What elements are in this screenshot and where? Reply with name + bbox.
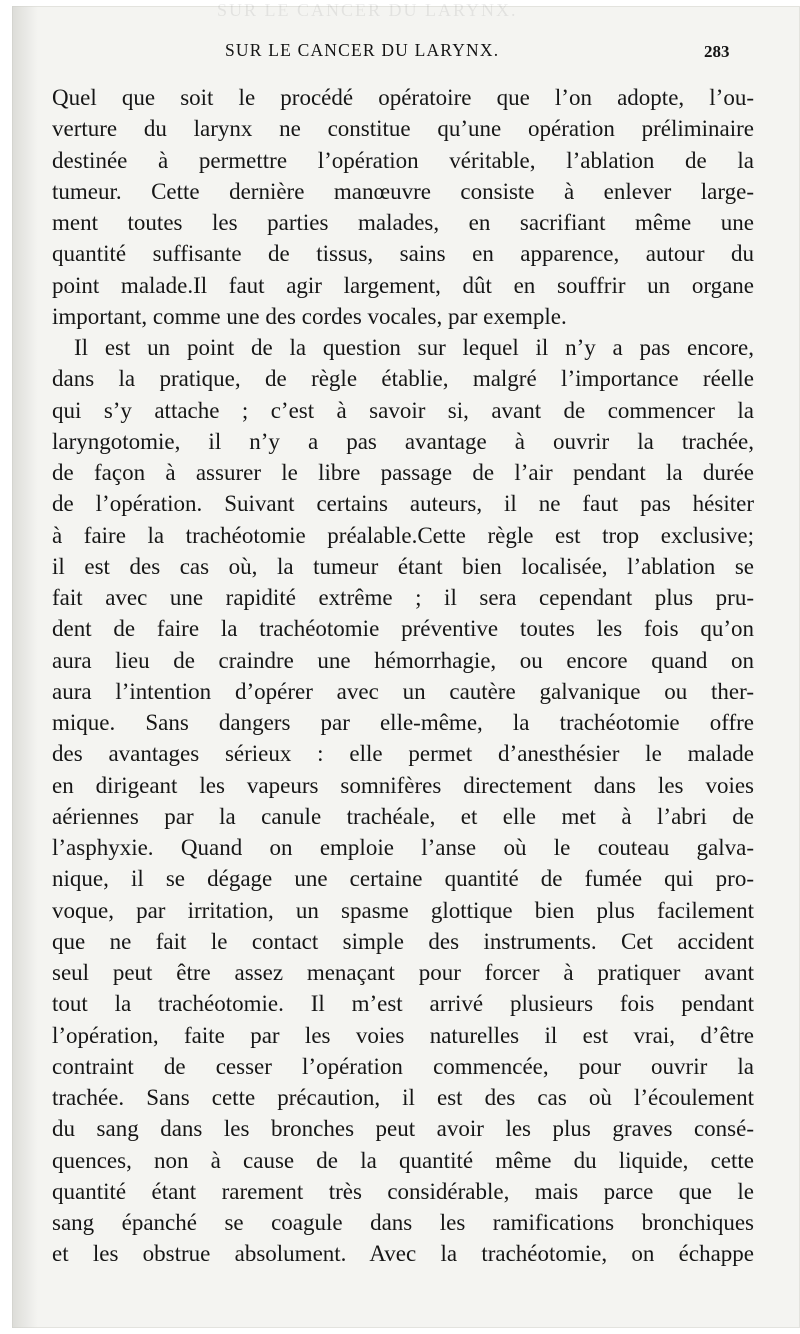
text-line: contraint de cesser l’opération commencée, pour ouvrir la xyxy=(52,1053,754,1079)
binding-shadow xyxy=(12,6,38,1328)
text-line: l’opération, faite par les voies naturelles il est vrai, d’être xyxy=(52,1022,754,1048)
text-line: seul peut être assez menaçant pour forcer à pratiquer avant xyxy=(52,960,754,985)
text-line: aura l’intention d’opérer avec un cautère galvanique ou ther- xyxy=(52,678,754,704)
body-text xyxy=(52,82,754,1270)
text-line: dans la pratique, de règle établie, malgré l’importance réelle xyxy=(52,366,754,392)
text-line: tout la trachéotomie. Il m’est arrivé plusieurs fois pendant xyxy=(52,991,754,1017)
text-line: sang épanché se coagule dans les ramifications bronchiques xyxy=(52,1210,754,1235)
page-header xyxy=(12,36,800,66)
running-head: SUR LE CANCER DU LARYNX. xyxy=(225,40,500,60)
paragraph-2 xyxy=(52,332,754,1270)
text-line: en dirigeant les vapeurs somnifères directement dans les voies xyxy=(52,772,754,798)
text-line: aériennes par la canule trachéale, et elle met à l’abri de xyxy=(52,803,754,829)
text-line: quantité étant rarement très considérable, mais parce que le xyxy=(52,1178,754,1204)
text-line: trachée. Sans cette précaution, il est des cas où l’écoulement xyxy=(52,1085,754,1110)
text-line: aura lieu de craindre une hémorrhagie, ou encore quand on xyxy=(52,647,754,673)
text-line: de façon à assurer le libre passage de l’air pendant la durée xyxy=(52,460,754,485)
bleed-through-text: SUR LE CANCER DU LARYNX. xyxy=(217,0,518,20)
text-line: laryngotomie, il n’y a pas avantage à ouvrir la trachée, xyxy=(52,428,754,454)
text-line: qui s’y attache ; c’est à savoir si, avant de commencer la xyxy=(52,397,754,423)
text-line: ment toutes les parties malades, en sacrifiant même une xyxy=(52,210,754,235)
text-line: quantité suffisante de tissus, sains en apparence, autour du xyxy=(52,241,754,267)
page-number: 283 xyxy=(704,42,730,61)
text-line: de l’opération. Suivant certains auteurs, il ne faut pas hésiter xyxy=(52,491,754,517)
paragraph-1 xyxy=(52,82,754,332)
text-line: verture du larynx ne constitue qu’une opération préliminaire xyxy=(52,116,754,142)
text-line: et les obstrue absolument. Avec la trachéotomie, on échappe xyxy=(52,1241,754,1267)
text-line: mique. Sans dangers par elle-même, la trachéotomie offre xyxy=(52,710,754,735)
text-line: que ne fait le contact simple des instruments. Cet accident xyxy=(52,928,754,954)
text-line: du sang dans les bronches peut avoir les plus graves consé- xyxy=(52,1116,754,1142)
text-line: point malade.Il faut agir largement, dût en souffrir un organe xyxy=(52,272,754,298)
text-line: important, comme une des cordes vocales, par exemple. xyxy=(52,303,567,329)
text-line: des avantages sérieux : elle permet d’anesthésier le malade xyxy=(52,741,754,767)
book-page xyxy=(12,0,800,1328)
text-line: l’asphyxie. Quand on emploie l’anse où le couteau galva- xyxy=(52,835,754,860)
text-line: il est des cas où, la tumeur étant bien localisée, l’ablation se xyxy=(52,553,754,579)
text-line: à faire la trachéotomie préalable.Cette règle est trop exclusive; xyxy=(52,522,754,548)
text-line: Quel que soit le procédé opératoire que l’on adopte, l’ou- xyxy=(52,85,754,110)
text-line: quences, non à cause de la quantité même du liquide, cette xyxy=(52,1147,754,1173)
text-line: dent de faire la trachéotomie préventive toutes les fois qu’on xyxy=(52,616,754,642)
text-line: fait avec une rapidité extrême ; il sera cependant plus pru- xyxy=(52,585,754,610)
text-line: nique, il se dégage une certaine quantité de fumée qui pro- xyxy=(52,866,754,892)
text-line: tumeur. Cette dernière manœuvre consiste à enlever large- xyxy=(52,178,754,204)
text-line: Il est un point de la question sur lequel il n’y a pas encore, xyxy=(74,335,754,360)
text-line: destinée à permettre l’opération véritable, l’ablation de la xyxy=(52,147,754,173)
text-line: voque, par irritation, un spasme glottique bien plus facilement xyxy=(52,897,754,923)
